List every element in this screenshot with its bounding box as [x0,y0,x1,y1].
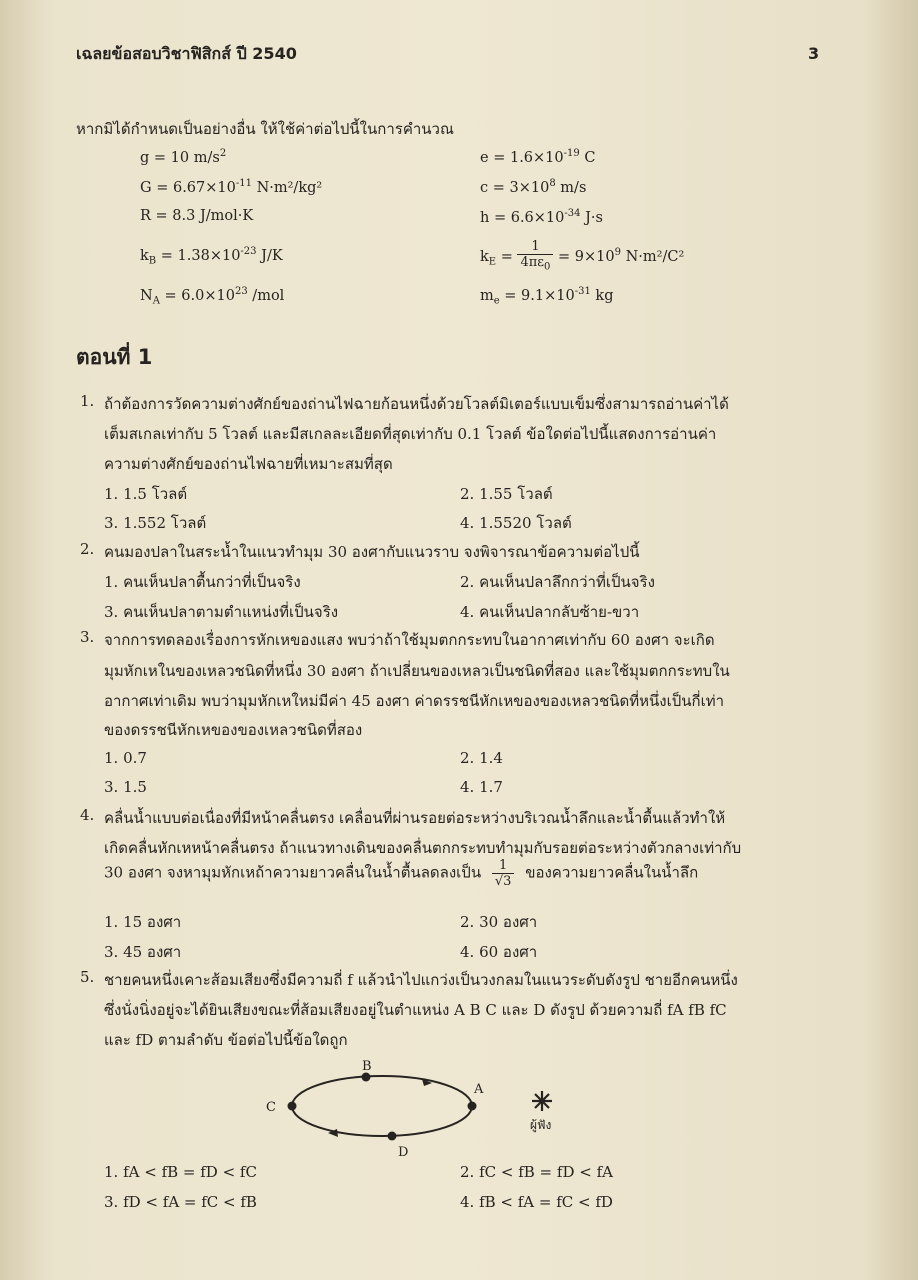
constant-h: $h = 6.6\times 10^{-34}$ J·s [480,208,603,226]
choice: 3. คนเห็นปลาตามตำแหน่งที่เป็นจริง [104,603,339,621]
label-d: D [398,1145,409,1160]
constant-c: $c = 3\times 10^8$ m/s [480,178,587,196]
question-text: ความต่างศักย์ของถ่านไฟฉายที่เหมาะสมที่สุด [104,455,393,473]
kE-fraction: $\frac{1}{4\pi\varepsilon_0}$ [517,239,553,275]
section-title: ตอนที่ 1 [76,345,153,369]
question-text: 30 องศา จงหามุมหักเหถ้าความยาวคลื่นในน้ำตื้นลดลงเป็น $\frac{1}{√3}$ ของความยาวคลื่นในน้ำลึก [104,858,699,889]
question-number: 2. [80,540,95,558]
choice: 2. fC < fB = fD < fA [460,1163,613,1181]
choice: 2. 1.55 โวลต์ [460,485,553,503]
choice: 2. 1.4 [460,749,503,767]
constant-g: g = 10 $m/s^2$ [140,148,227,166]
question-text: เกิดคลื่นหักเหหน้าคลื่นตรง ถ้าแนวทางเดินของคลื่นตกกระทบทำมุมกับรอยต่อระหว่างตัวกลางเท่ากับ [104,839,742,857]
question-text: ของดรรชนีหักเหของของเหลวชนิดที่สอง [104,721,363,739]
question-number: 1. [80,392,95,410]
question-text: คนมองปลาในสระน้ำในแนวทำมุม 30 องศากับแนวราบ จงพิจารณาข้อความต่อไปนี้ [104,543,640,561]
choice: 1. 0.7 [104,749,147,767]
page-header-title: เฉลยข้อสอบวิชาฟิสิกส์ ปี 2540 [76,44,297,63]
circular-path [292,1076,472,1136]
choice: 1. คนเห็นปลาตื้นกว่าที่เป็นจริง [104,573,301,591]
question-text: เต็มสเกลเท่ากับ 5 โวลต์ และมีสเกลละเอียดที่สุดเท่ากับ 0.1 โวลต์ ข้อใดต่อไปนี้แสดงการอ่านค่า [104,425,717,443]
choice: 4. 1.5520 โวลต์ [460,514,572,532]
choice: 1. fA < fB = fD < fC [104,1163,257,1181]
constant-kB: $k_B = 1.38\times 10^{-23}$ J/K [140,246,283,267]
fraction-one-over-root3: $\frac{1}{√3}$ [492,858,515,889]
choice: 3. 1.5 [104,778,147,796]
label-b: B [362,1059,372,1074]
constant-me: $m_e = 9.1\times 10^{-31}$ kg [480,286,614,307]
question-text: มุมหักเหในของเหลวชนิดที่หนึ่ง 30 องศา ถ้าเปลี่ยนของเหลวเป็นชนิดที่สอง และใช้มุมตกกระทบใน [104,662,730,680]
constant-kE: $k_E$ = $\frac{1}{4\pi\varepsilon_0}$ = $9\times 10^9$ N·m²/C² [480,239,685,273]
choice: 3. fD < fA = fC < fB [104,1193,257,1211]
question-text: จากการทดลองเรื่องการหักเหของแสง พบว่าถ้าใช้มุมตกกระทบในอากาศเท่ากับ 60 องศา จะเกิด [104,631,715,649]
choice: 4. 60 องศา [460,943,538,961]
page-number: 3 [808,44,820,63]
choice: 1. 1.5 โวลต์ [104,485,188,503]
point-c-dot [288,1102,297,1111]
label-a: A [474,1082,484,1097]
label-c: C [266,1100,276,1115]
question-number: 4. [80,806,95,824]
choice: 4. fB < fA = fC < fD [460,1193,613,1211]
listener-star-icon [532,1091,552,1111]
constant-G: $G = 6.67\times 10^{-11}$ N·m²/kg² [140,178,323,196]
question-number: 3. [80,628,95,646]
listener-label: ผู้ฟัง [530,1118,552,1132]
choice: 2. 30 องศา [460,913,538,931]
choice: 1. 15 องศา [104,913,182,931]
constant-R: R = 8.3 J/mol·K [140,208,254,224]
doppler-circle-diagram [250,1055,590,1165]
choice: 4. 1.7 [460,778,503,796]
question-number: 5. [80,968,95,986]
choice: 4. คนเห็นปลากลับซ้าย-ขวา [460,603,640,621]
choice: 3. 45 องศา [104,943,182,961]
point-a-dot [468,1102,477,1111]
question-text: ถ้าต้องการวัดความต่างศักย์ของถ่านไฟฉายก้อนหนึ่งด้วยโวลต์มิเตอร์แบบเข็มซึ่งสามารถอ่านค่าได้ [104,395,729,413]
question-text: อากาศเท่าเดิม พบว่ามุมหักเหใหม่มีค่า 45 องศา ค่าดรรชนีหักเหของของเหลวชนิดที่หนึ่งเป็นกี่เท่า [104,692,725,710]
question-text: ซึ่งนั่งนิ่งอยู่จะได้ยินเสียงขณะที่ส้อมเสียงอยู่ในตำแหน่ง A B C และ D ดังรูป ด้วยความถี่ fA fB fC [104,1001,727,1019]
question-text: และ fD ตามลำดับ ข้อต่อไปนี้ข้อใดถูก [104,1031,348,1049]
question-text: ชายคนหนึ่งเคาะส้อมเสียงซึ่งมีความถี่ f แล้วนำไปแกว่งเป็นวงกลมในแนวระดับดังรูป ชายอีกคนหนึ่ง [104,971,738,989]
choice: 3. 1.552 โวลต์ [104,514,207,532]
point-d-dot [388,1132,397,1141]
question-text: คลื่นน้ำแบบต่อเนื่องที่มีหน้าคลื่นตรง เคลื่อนที่ผ่านรอยต่อระหว่างบริเวณน้ำลึกและน้ำตื้นแล้วทำให้ [104,809,726,827]
intro-text: หากมิได้กำหนดเป็นอย่างอื่น ให้ใช้ค่าต่อไปนี้ในการคำนวณ [76,120,454,138]
constant-NA: $N_A = 6.0\times 10^{23}$ /mol [140,286,285,307]
choice: 2. คนเห็นปลาลึกกว่าที่เป็นจริง [460,573,655,591]
constant-e: $e = 1.6\times 10^{-19}$ C [480,148,596,166]
